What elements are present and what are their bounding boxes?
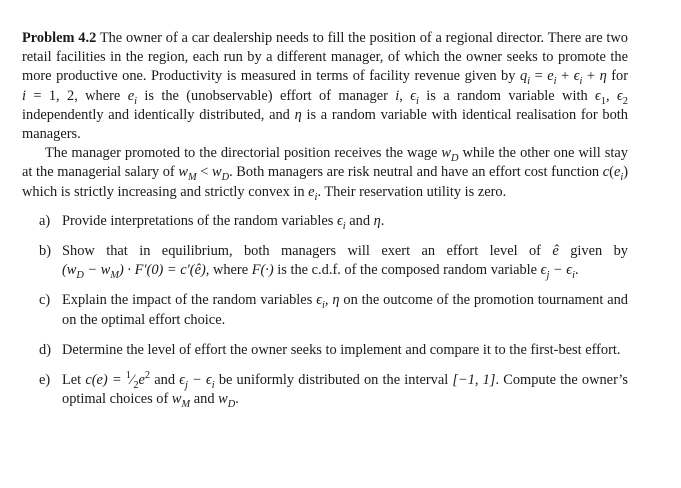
question-b: b) Show that in equilibrium, both managers will exert an effort level of ê given by $(w_D - w_M) \cdot F'(0)$ = c′(ê), where F(·) is the c.d.f. of the composed random variable $\epsilon_j - \epsilon_i$. <box>39 243 628 282</box>
equilibrium-condition: $(w_D - w_M) \cdot F'(0)$ = c′(ê) <box>62 262 206 282</box>
cost-function: $c(e) = ^1⁄_2e^2$ <box>85 370 151 391</box>
revenue-formula: $q_i = e_i + \epsilon_i + \eta$ <box>519 68 607 88</box>
question-e: e) Let $c(e) = ^1⁄_2e^2$ and $\epsilon_j - \epsilon_i$ be uniformly distributed on the interval [−1, 1]. Compute the owner’s optimal choices of $w_M$ and $w_D$. <box>39 370 628 411</box>
question-marker: d) <box>39 341 51 358</box>
problem-page <box>22 29 628 409</box>
problem-wage-paragraph: The manager promoted to the directorial position receives the wage $w_D$ while the other one will stay at the managerial salary of $w_M < w_D$. Both managers are risk neutral and have an effort cost function $c(e_i)$ which is strictly increasing and strictly convex in $e_i$. Their reservation utility is zero. <box>22 145 629 203</box>
problem-intro-paragraph: Problem 4.2 The owner of a car dealership needs to fill the position of a regional director. There are two retail facilities in the region, each run by a different manager, of which the owner seeks to promote the more productive one. Productivity is measured in terms of facility revenue given by $q_i = e_i + \epsilon_i + \eta$ for i = 1, 2, where $e_i$ is the (unobservable) effort of manager i, $\epsilon_i$ is a random variable with $\epsilon_1$, $\epsilon_2$ independently and identically distributed, and η is a random variable with identical realisation for both managers. <box>22 30 629 143</box>
question-list <box>22 212 628 410</box>
question-a: a) Provide interpretations of the random variables $\epsilon_i$ and η. <box>39 212 385 232</box>
question-marker: a) <box>39 212 51 229</box>
question-marker: e) <box>39 372 51 389</box>
question-d: d) Determine the level of effort the owner seeks to implement and compare it to the first-best effort. <box>22 341 628 360</box>
question-c: c) Explain the impact of the random variables $\epsilon_i$, η on the outcome of the promotion tournament and on the optimal effort choice. <box>39 292 628 328</box>
question-marker: b) <box>39 243 51 260</box>
problem-label: Problem 4.2 <box>22 30 97 46</box>
question-marker: c) <box>39 292 51 309</box>
